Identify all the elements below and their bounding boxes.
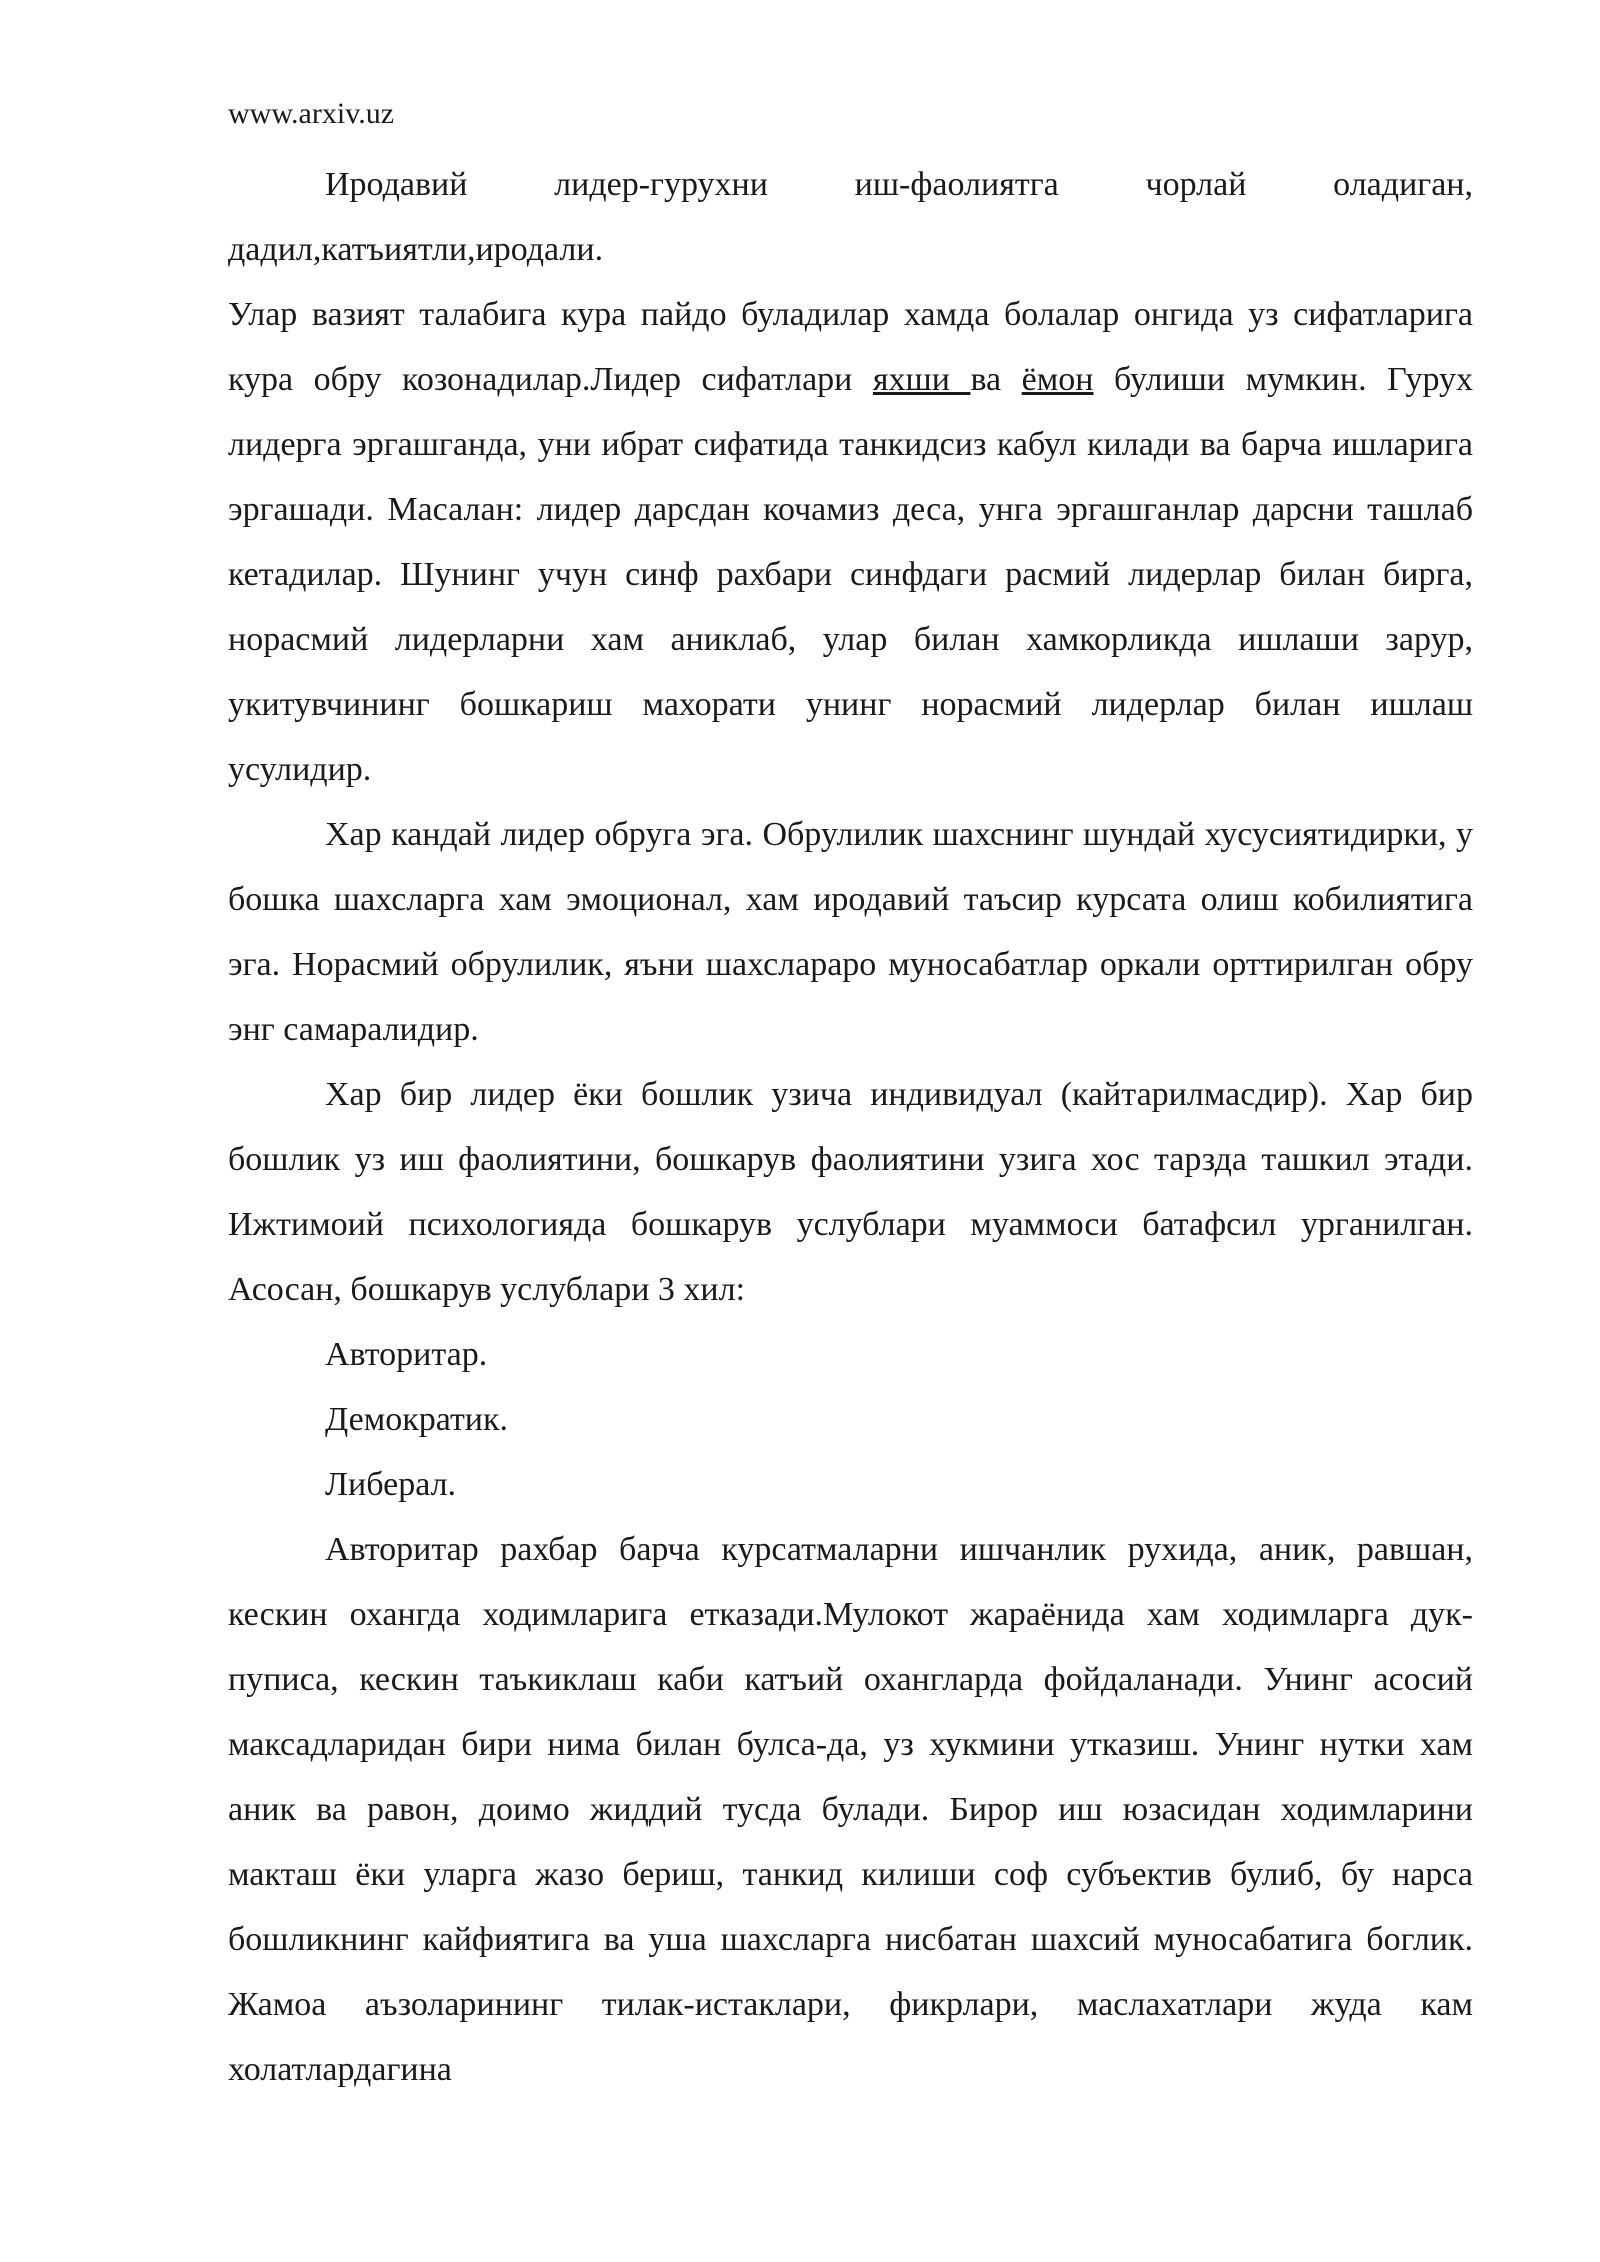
paragraph-leader-qualities <box>228 282 1473 802</box>
paragraph-volitional-leader: Иродавий лидер-гурухни иш-фаолиятга чорлай оладиган, дадил,катъиятли,иродали. <box>228 166 1473 268</box>
paragraph-authoritarian-leader: Авторитар рахбар барча курсатмаларни ишчанлик рухида, аник, равшан, кескин охангда ходимларига етказади.Мулокот жараёнида хам ходимларга дук-пуписа, кескин таъкиклаш каби катъий охангларда фойдаланади. Унинг асосий максадларидан бири нима билан булса-да, уз хукмини утказиш. Унинг нутки хам аник ва равон, доимо жиддий тусда булади. Бирор иш юзасидан ходимларини макташ ёки уларга жазо бериш, танкид килиши соф субъектив булиб, бу нарса бошликнинг кайфиятига ва уша шахсларга нисбатан шахсий муносабатига боглик. Жамоа аъзоларининг тилак-истаклари, фикрлари, маслахатлари жуда кам холатлардагина <box>228 1531 1473 2088</box>
conjunction-text: ва <box>970 361 1022 398</box>
paragraph-leader-qualities-end: булиши мумкин. Гурух лидерга эргашганда, уни ибрат сифатида танкидсиз кабул килади ва барча ишларига эргашади. Масалан: лидер дарсдан кочамиз деса, унга эргашганлар дарсни ташлаб кетадилар. Шунинг учун синф рахбари синфдаги расмий лидерлар билан бирга, норасмий лидерларни хам аниклаб, улар билан хамкорликда ишлаши зарур, укитувчининг бошкариш махорати унинг норасмий лидерлар билан ишлаш усулидир. <box>228 361 1474 788</box>
underlined-word-bad: ёмон <box>1021 361 1094 398</box>
underlined-word-good: яхши <box>872 361 971 398</box>
list-item-authoritarian: Авторитар. <box>325 1336 488 1373</box>
paragraph-authority: Хар кандай лидер обруга эга. Обрулилик шахснинг шундай хусусиятидирки, у бошка шахсларга хам эмоционал, хам иродавий таъсир курсата олиш кобилиятига эга. Норасмий обрулилик, яъни шахслараро муносабатлар оркали орттирилган обру энг самаралидир. <box>228 816 1473 1048</box>
paragraph-leader-qualities-start: Улар вазият талабига кура пайдо буладилар хамда болалар онгида уз сифатларига кура обру козонадилар.Лидер сифатлари <box>228 296 1473 398</box>
list-item-democratic: Демократик. <box>325 1401 509 1438</box>
paragraph-management-styles: Хар бир лидер ёки бошлик узича индивидуал (кайтарилмасдир). Хар бир бошлик уз иш фаолиятини, бошкарув фаолиятини узига хос тарзда ташкил этади. Ижтимоий психологияда бошкарув услублари муаммоси батафсил урганилган. Асосан, бошкарув услублари 3 хил: <box>228 1076 1473 1308</box>
list-item-liberal: Либерал. <box>325 1466 457 1503</box>
site-header: www.arxiv.uz <box>228 97 395 130</box>
document-body <box>228 152 1473 2102</box>
